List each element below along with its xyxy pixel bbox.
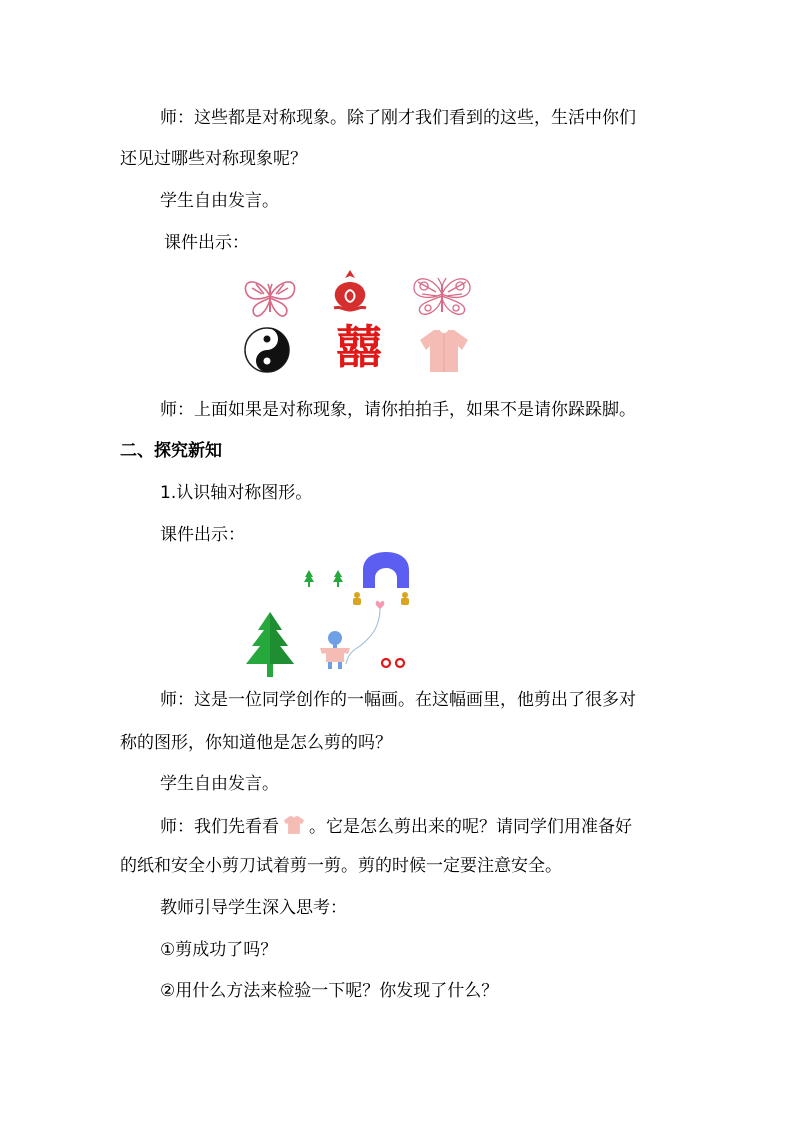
- flower-icon: [381, 658, 391, 668]
- butterfly-icon: [240, 276, 300, 320]
- paragraph: ①剪成功了吗？: [160, 940, 278, 960]
- flower-icon: [395, 658, 405, 668]
- paragraph: 课件出示：: [164, 233, 249, 253]
- section-heading: 二、探究新知: [120, 441, 222, 461]
- small-tree-icon: [332, 570, 344, 588]
- shirt-icon: [418, 328, 470, 374]
- paragraph: 师：上面如果是对称现象，请你拍拍手，如果不是请你跺跺脚。: [160, 400, 636, 420]
- paragraph-line: 师：这是一位同学创作的一幅画。在这幅画里，他剪出了很多对: [160, 690, 636, 710]
- small-tree-icon: [303, 570, 315, 588]
- shirt-inline-icon: [283, 815, 305, 835]
- heart-leaf-icon: [330, 266, 370, 316]
- double-happiness-icon: 囍: [336, 320, 382, 374]
- paragraph-line: [160, 815, 632, 837]
- paragraph: 学生自由发言。: [160, 191, 279, 211]
- child-figure-icon: [318, 630, 352, 670]
- paragraph: ②用什么方法来检验一下呢？你发现了什么？: [160, 981, 499, 1001]
- paragraph-line: 还见过哪些对称现象呢？: [120, 149, 307, 169]
- yin-yang-icon: [243, 326, 291, 374]
- gold-figure-icon: [400, 592, 410, 606]
- paragraph-line: 称的图形，你知道他是怎么剪的吗？: [120, 733, 392, 753]
- paragraph: 课件出示：: [160, 525, 245, 545]
- house-icon: [361, 550, 411, 590]
- ornate-butterfly-icon: [410, 274, 474, 318]
- gold-figure-icon: [352, 592, 362, 606]
- paragraph-text: 。它是怎么剪出来的呢？请同学们用准备好: [309, 817, 632, 837]
- paragraph: 教师引导学生深入思考：: [160, 898, 347, 918]
- paragraph-text: 师：我们先看看: [160, 817, 279, 837]
- tree-icon: [244, 612, 296, 678]
- paragraph-line: 的纸和安全小剪刀试着剪一剪。剪的时候一定要注意安全。: [120, 856, 562, 876]
- paragraph-line: 师：这些都是对称现象。除了刚才我们看到的这些，生活中你们: [160, 108, 636, 128]
- paragraph: 1.认识轴对称图形。: [160, 483, 313, 503]
- paragraph: 学生自由发言。: [160, 774, 279, 794]
